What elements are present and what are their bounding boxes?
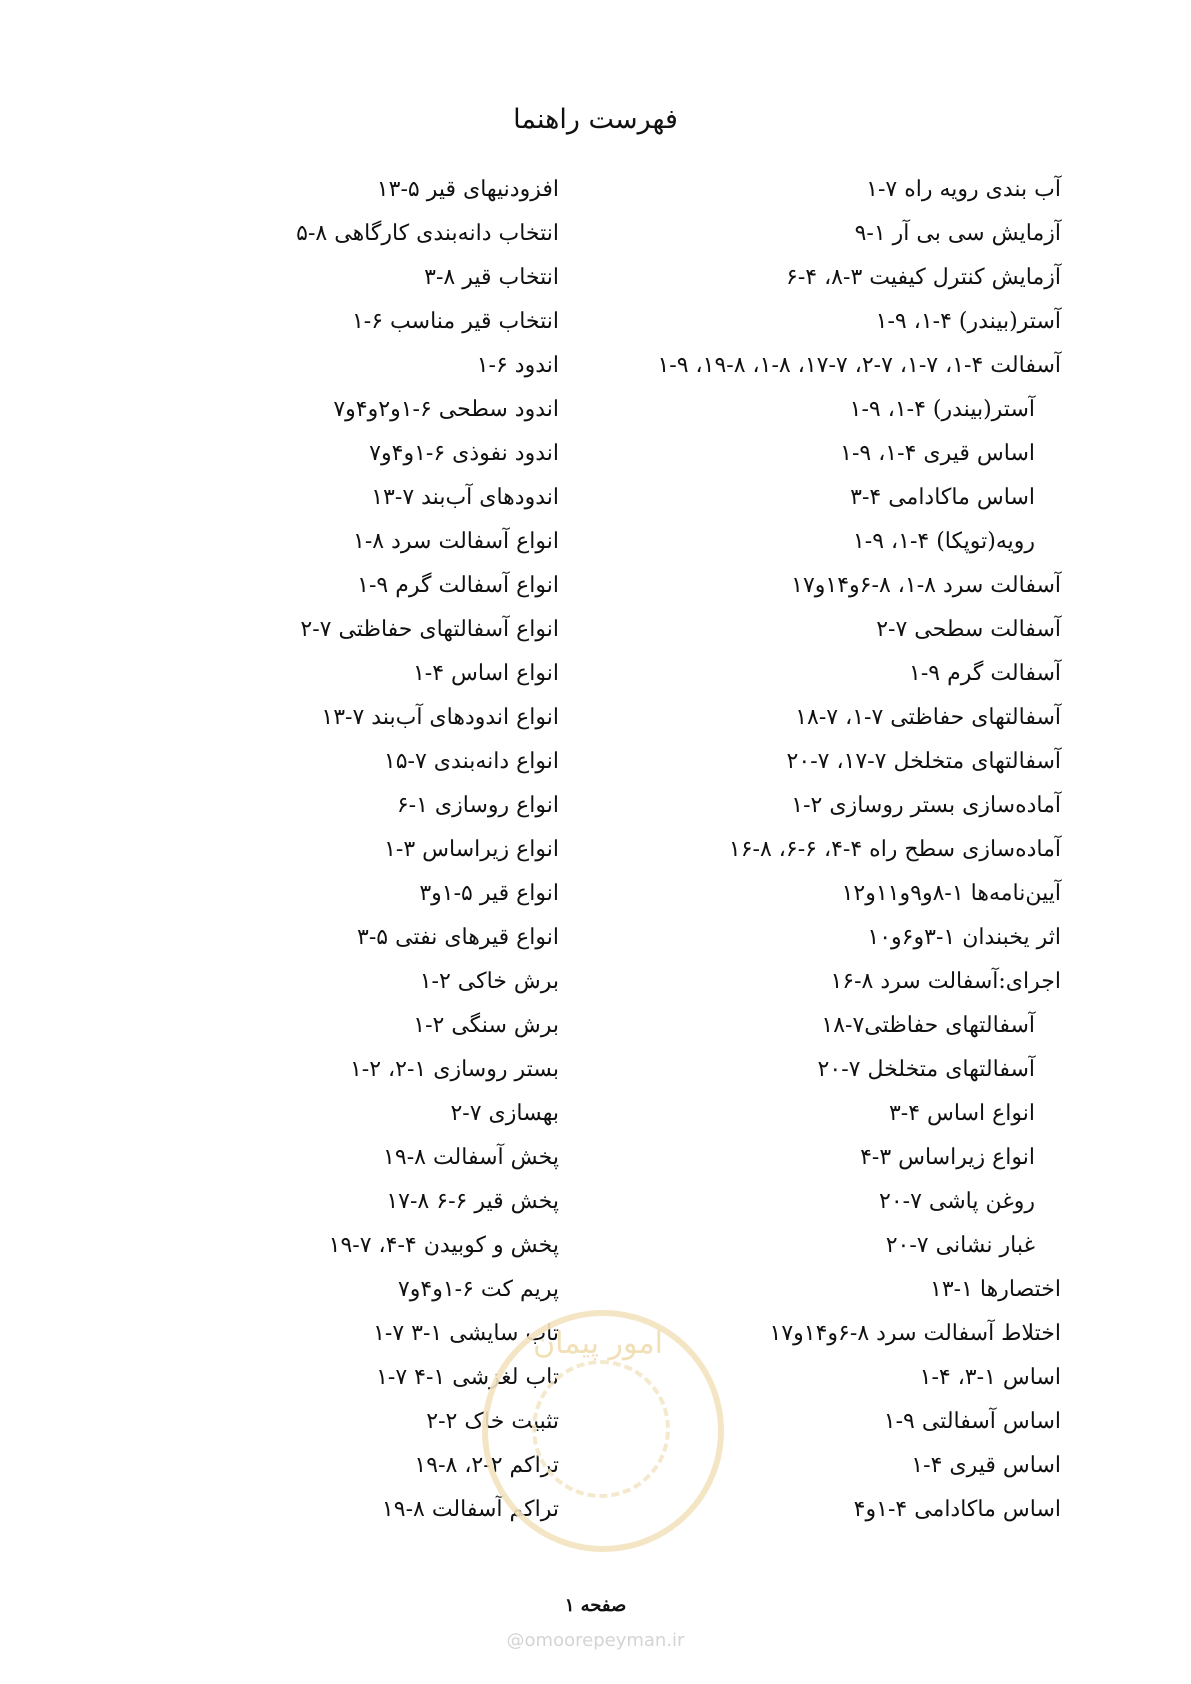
index-entry: انواع آسفالت سرد ۸-۱ [353, 529, 559, 554]
index-entry: اساس ۱-۳، ۴-۱ [919, 1365, 1061, 1390]
index-entry: آسفالت سرد ۸-۱، ۸-۶و۱۴و۱۷ [791, 573, 1061, 598]
index-entry: انواع دانه‌بندی ۷-۱۵ [383, 749, 559, 774]
index-entry: انواع آسفالت گرم ۹-۱ [357, 573, 559, 598]
index-entry: انواع زیراساس ۳-۱ [384, 837, 559, 862]
index-entry: آسفالتهای حفاظتی ۷-۱، ۷-۱۸ [795, 705, 1061, 730]
index-column-left [139, 168, 559, 1532]
index-entry: تراکم ۲-۲، ۸-۱۹ [414, 1453, 559, 1478]
index-entry: آسفالتهای متخلخل ۷-۲۰ [817, 1057, 1035, 1082]
index-entry: آب بندی رویه راه ۷-۱ [866, 177, 1061, 202]
index-entry: آزمایش سی بی آر ۱-۹ [854, 221, 1061, 246]
index-entry: آیین‌نامه‌ها ۱-۸و۹و۱۱و۱۲ [841, 881, 1061, 906]
index-entry: انواع اساس ۴-۱ [412, 661, 559, 686]
index-entry: اجرای:آسفالت سرد ۸-۱۶ [830, 969, 1061, 994]
page-title: فهرست راهنما [513, 104, 678, 135]
index-entry: اساس آسفالتی ۹-۱ [883, 1409, 1061, 1434]
index-entry: تثبیت خاک ۲-۲ [426, 1409, 559, 1434]
index-entry: انتخاب قیر ۸-۳ [424, 265, 559, 290]
index-entry: اندود سطحی ۶-۱و۲و۴و۷ [333, 397, 559, 422]
index-entry: تاب لغزشی ۱-۴ ۷-۱ [376, 1365, 559, 1390]
index-entry: انتخاب دانه‌بندی کارگاهی ۸-۵ [296, 221, 559, 246]
index-entry: آسفالت گرم ۹-۱ [909, 661, 1061, 686]
index-entry: آماده‌سازی بستر روسازی ۲-۱ [791, 793, 1061, 818]
index-entry: آستر(بیندر) ۴-۱، ۹-۱ [875, 309, 1061, 334]
index-entry: انواع اساس ۴-۳ [888, 1101, 1035, 1126]
index-entry: پخش قیر ۶-۶ ۸-۱۷ [386, 1189, 559, 1214]
index-entry: آماده‌سازی سطح راه ۴-۴، ۶-۶، ۸-۱۶ [728, 837, 1061, 862]
index-entry: اثر یخبندان ۱-۳و۶و۱۰ [867, 925, 1061, 950]
index-entry: انتخاب قیر مناسب ۶-۱ [351, 309, 559, 334]
index-entry: غبار نشانی ۷-۲۰ [885, 1233, 1035, 1258]
index-entry: انواع قیرهای نفتی ۵-۳ [357, 925, 559, 950]
index-entry: انواع اندودهای آب‌بند ۷-۱۳ [321, 705, 559, 730]
watermark-seal [482, 1310, 724, 1552]
index-entry: برش سنگی ۲-۱ [413, 1013, 559, 1038]
index-entry: پخش آسفالت ۸-۱۹ [383, 1145, 559, 1170]
index-entry: روغن پاشی ۷-۲۰ [879, 1189, 1035, 1214]
index-entry: بستر روسازی ۱-۲، ۲-۱ [349, 1057, 559, 1082]
index-entry: انواع روسازی ۱-۶ [396, 793, 559, 818]
index-entry: اختلاط آسفالت سرد ۸-۶و۱۴و۱۷ [769, 1321, 1061, 1346]
index-entry: اساس قیری ۴-۱، ۹-۱ [840, 441, 1035, 466]
index-entry: رویه(توپکا) ۴-۱، ۹-۱ [852, 529, 1035, 554]
index-entry: پخش و کوبیدن ۴-۴، ۷-۱۹ [328, 1233, 559, 1258]
index-entry: برش خاکی ۲-۱ [419, 969, 559, 994]
index-entry: افزودنیهای قیر ۵-۱۳ [376, 177, 559, 202]
index-entry: اساس ماکادامی ۴-۳ [850, 485, 1035, 510]
index-entry: انواع قیر ۵-۱و۳ [419, 881, 559, 906]
index-entry: تراکم آسفالت ۸-۱۹ [381, 1497, 559, 1522]
index-entry: پریم کت ۶-۱و۴و۷ [397, 1277, 559, 1302]
index-entry: اساس ماکادامی ۴-۱و۴ [853, 1497, 1061, 1522]
index-entry: بهسازی ۷-۲ [450, 1101, 559, 1126]
website-watermark: @omoorepeyman.ir [506, 1630, 685, 1651]
index-entry: اختصارها ۱-۱۳ [930, 1277, 1061, 1302]
index-entry: اندود نفوذی ۶-۱و۴و۷ [369, 441, 559, 466]
index-entry: آسفالتهای حفاظتی۷-۱۸ [821, 1013, 1035, 1038]
index-entry: آسفالت سطحی ۷-۲ [876, 617, 1061, 642]
index-entry: انواع زیراساس ۳-۴ [860, 1145, 1035, 1170]
watermark-brand: امور پیمان [533, 1326, 663, 1361]
index-entry: تاب سایشی ۱-۳ ۷-۱ [373, 1321, 559, 1346]
index-entry: آسفالت ۴-۱، ۷-۱، ۷-۲، ۷-۱۷، ۸-۱، ۸-۱۹، ۹-۱ [657, 353, 1061, 378]
index-entry: آستر(بیندر) ۴-۱، ۹-۱ [849, 397, 1035, 422]
index-entry: آزمایش کنترل کیفیت ۳-۸، ۴-۶ [785, 265, 1061, 290]
index-entry: اندود ۶-۱ [476, 353, 559, 378]
index-entry: اساس قیری ۴-۱ [911, 1453, 1061, 1478]
index-entry: آسفالتهای متخلخل ۷-۱۷، ۷-۲۰ [786, 749, 1061, 774]
index-entry: انواع آسفالتهای حفاظتی ۷-۲ [300, 617, 559, 642]
index-entry: اندودهای آب‌بند ۷-۱۳ [371, 485, 559, 510]
page-number: صفحه ۱ [564, 1595, 627, 1616]
